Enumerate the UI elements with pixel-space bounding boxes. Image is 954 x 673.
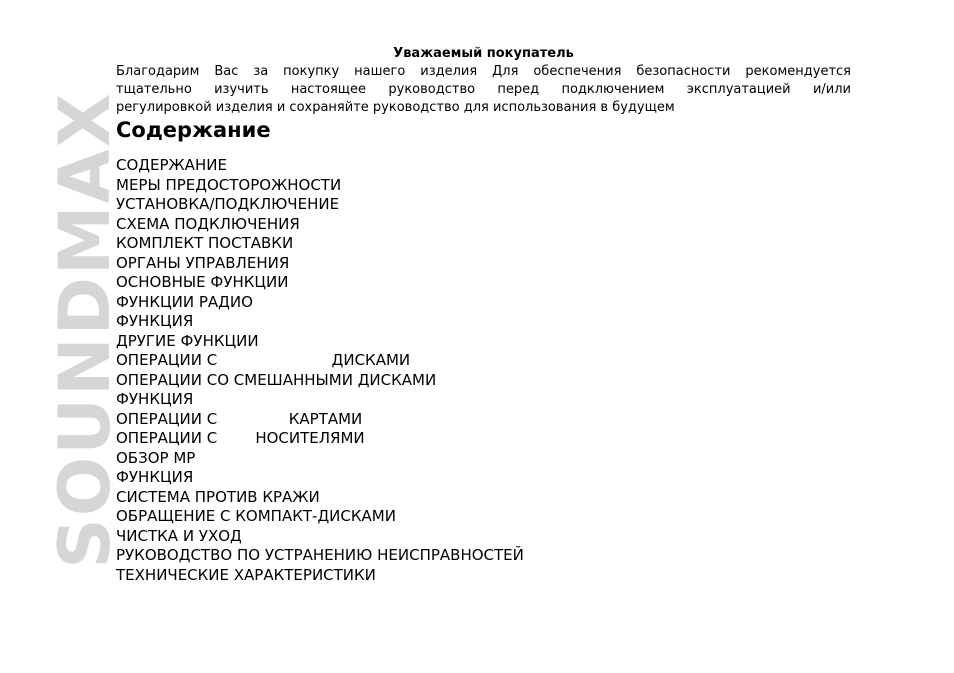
intro-paragraph [116,63,851,117]
toc-item: ФУНКЦИИ РАДИО [116,292,253,311]
toc-list [116,156,524,585]
toc-item: ОПЕРАЦИИ С НОСИТЕЛЯМИ [116,429,365,447]
toc-item: ФУНКЦИЯ [116,312,194,330]
brand-logo-text: SOUNDMAX [44,91,126,569]
greeting-title: Уважаемый покупатель [393,46,574,61]
toc-item: ОСНОВНЫЕ ФУНКЦИИ [116,273,289,291]
toc-item: ТЕХНИЧЕСКИЕ ХАРАКТЕРИСТИКИ [116,565,376,584]
intro-line: Благодарим Вас за покупку нашего изделия Для обеспечения безопасности рекомендуется [116,64,851,79]
toc-item: СОДЕРЖАНИЕ [116,156,227,174]
toc-item: СХЕМА ПОДКЛЮЧЕНИЯ [116,214,300,233]
toc-item: КОМПЛЕКТ ПОСТАВКИ [116,234,294,252]
toc-item: ОРГАНЫ УПРАВЛЕНИЯ [116,253,290,272]
toc-item: УСТАНОВКА/ПОДКЛЮЧЕНИЕ [116,195,340,213]
toc-item: ДРУГИЕ ФУНКЦИИ [116,331,259,350]
toc-item: ЧИСТКА И УХОД [116,526,242,545]
brand-logo [44,55,126,605]
toc-item: ФУНКЦИЯ [116,468,194,486]
intro-line: регулировкой изделия и сохраняйте руководство для использования в будущем [116,100,675,115]
toc-item: ОПЕРАЦИИ С ДИСКАМИ [116,351,411,369]
toc-heading: Содержание [116,118,271,142]
toc-item: ОБРАЩЕНИЕ С КОМПАКТ-ДИСКАМИ [116,507,396,525]
toc-item: ОБЗОР МР [116,448,196,467]
toc-item: ОПЕРАЦИИ С КАРТАМИ [116,409,363,428]
toc-item: ОПЕРАЦИИ СО СМЕШАННЫМИ ДИСКАМИ [116,370,437,389]
toc-item: РУКОВОДСТВО ПО УСТРАНЕНИЮ НЕИСПРАВНОСТЕЙ [116,546,524,564]
toc-item: ФУНКЦИЯ [116,390,194,408]
toc-item: СИСТЕМА ПРОТИВ КРАЖИ [116,487,320,506]
toc-item: МЕРЫ ПРЕДОСТОРОЖНОСТИ [116,175,342,194]
intro-line: тщательно изучить настоящее руководство перед подключением эксплуатацией и/или [116,82,851,97]
